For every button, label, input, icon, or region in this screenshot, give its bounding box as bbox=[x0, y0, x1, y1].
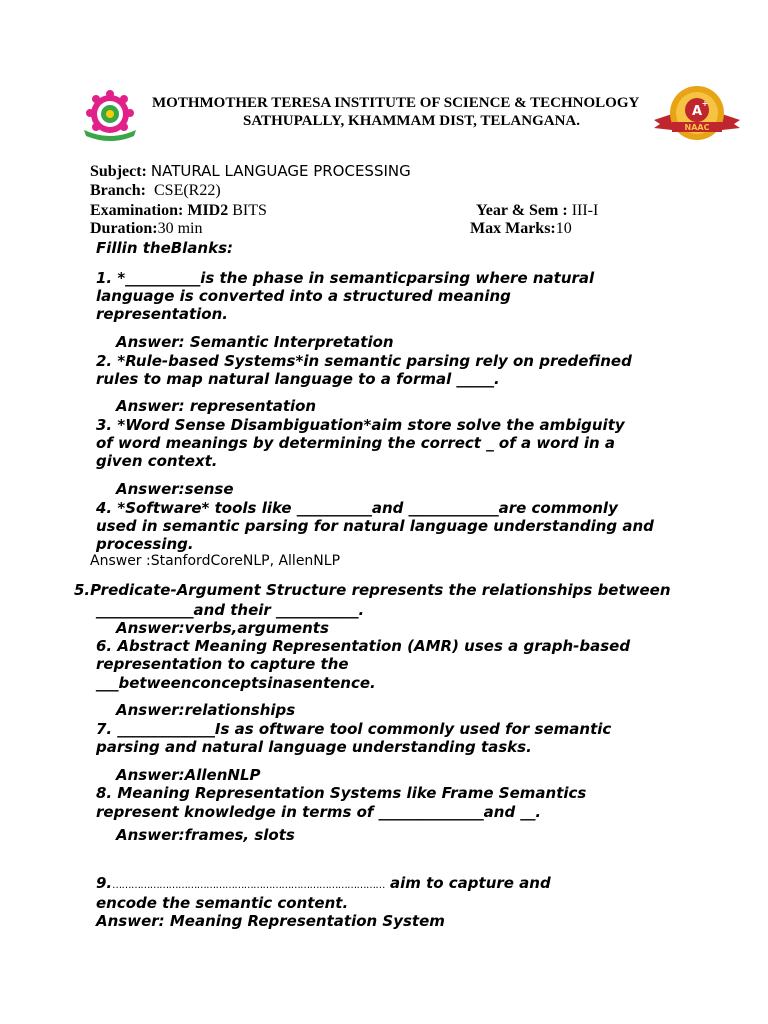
answer-9: Answer: Meaning Representation System bbox=[96, 912, 445, 930]
svg-text:+: + bbox=[701, 99, 709, 108]
question-7-line-1: 7. _____________Is as oftware tool commonly used for semantic bbox=[96, 720, 612, 738]
question-6-line-1: 6. Abstract Meaning Representation (AMR) uses a graph-based bbox=[96, 637, 631, 655]
duration-label: Duration: bbox=[90, 220, 158, 237]
question-4-line-3: processing. bbox=[96, 535, 194, 553]
answer-8: Answer:frames, slots bbox=[116, 826, 295, 844]
answer-1: Answer: Semantic Interpretation bbox=[116, 333, 394, 351]
question-6-line-2: representation to capture the bbox=[96, 655, 349, 673]
question-5-line-2: _____________and their ___________. bbox=[96, 601, 365, 619]
question-8-line-2: represent knowledge in terms of ______________and __. bbox=[96, 803, 542, 821]
maxmarks-value: 10 bbox=[555, 220, 572, 237]
question-5-line-1: 5.Predicate-Argument Structure represents the relationships between bbox=[74, 581, 671, 599]
question-1-line-1: 1. *__________is the phase in semanticparsing where natural bbox=[96, 269, 595, 287]
yearsem-value: III-I bbox=[571, 202, 599, 219]
answer-2: Answer: representation bbox=[116, 397, 317, 415]
institute-logo bbox=[80, 90, 140, 142]
duration-value: 30 min bbox=[157, 220, 203, 237]
duration-row bbox=[90, 220, 202, 238]
exam-label: Examination: bbox=[90, 202, 184, 219]
question-8-line-1: 8. Meaning Representation Systems like Frame Semantics bbox=[96, 784, 587, 802]
yearsem-row bbox=[476, 202, 598, 220]
question-9-dots: …………………………………………………………………………… bbox=[112, 880, 385, 891]
subject-value: NATURAL LANGUAGE PROCESSING bbox=[150, 162, 411, 180]
exam-row bbox=[90, 202, 267, 220]
institute-address: SATHUPALLY, KHAMMAM DIST, TELANGANA. bbox=[243, 113, 580, 129]
maxmarks-label: Max Marks: bbox=[470, 220, 556, 237]
institute-name: MOTHMOTHER TERESA INSTITUTE OF SCIENCE & TECHNOLOGY bbox=[152, 95, 640, 111]
question-9-number: 9. bbox=[96, 874, 113, 892]
yearsem-label: Year & Sem : bbox=[476, 202, 568, 219]
exam-mid: MID2 bbox=[187, 202, 229, 219]
maxmarks-row bbox=[470, 220, 572, 238]
question-4-line-1: 4. *Software* tools like __________and ____________are commonly bbox=[96, 499, 618, 517]
answer-5: Answer:verbs,arguments bbox=[116, 619, 329, 637]
naac-badge bbox=[652, 84, 742, 144]
question-4-line-2: used in semantic parsing for natural language understanding and bbox=[96, 517, 654, 535]
question-9-text: aim to capture and bbox=[384, 874, 551, 892]
question-7-line-2: parsing and natural language understanding tasks. bbox=[96, 738, 532, 756]
section-title: Fillin theBlanks: bbox=[96, 239, 234, 257]
answer-3: Answer:sense bbox=[116, 480, 234, 498]
question-2-line-1: 2. *Rule-based Systems*in semantic parsing rely on predefined bbox=[96, 352, 632, 370]
question-3-line-1: 3. *Word Sense Disambiguation*aim store solve the ambiguity bbox=[96, 416, 625, 434]
question-9-line-1 bbox=[96, 874, 551, 893]
branch-value: CSE(R22) bbox=[154, 182, 221, 199]
svg-text:NAAC: NAAC bbox=[684, 123, 710, 132]
branch-label: Branch: bbox=[90, 182, 146, 199]
question-3-line-3: given context. bbox=[96, 452, 218, 470]
branch-row bbox=[90, 182, 221, 200]
svg-text:A: A bbox=[691, 104, 703, 119]
question-2-line-2: rules to map natural language to a formal _____. bbox=[96, 370, 500, 388]
exam-type: BITS bbox=[232, 202, 267, 219]
question-6-line-3: ___betweenconceptsinasentence. bbox=[96, 674, 376, 692]
question-9-line-2: encode the semantic content. bbox=[96, 894, 349, 912]
question-1-line-3: representation. bbox=[96, 305, 228, 323]
answer-6: Answer:relationships bbox=[116, 701, 296, 719]
question-1-line-2: language is converted into a structured meaning bbox=[96, 287, 511, 305]
subject-row bbox=[90, 162, 411, 181]
answer-4: Answer :StanfordCoreNLP, AllenNLP bbox=[90, 553, 341, 569]
subject-label: Subject: bbox=[90, 163, 147, 180]
answer-7: Answer:AllenNLP bbox=[116, 766, 261, 784]
question-3-line-2: of word meanings by determining the correct _ of a word in a bbox=[96, 434, 616, 452]
